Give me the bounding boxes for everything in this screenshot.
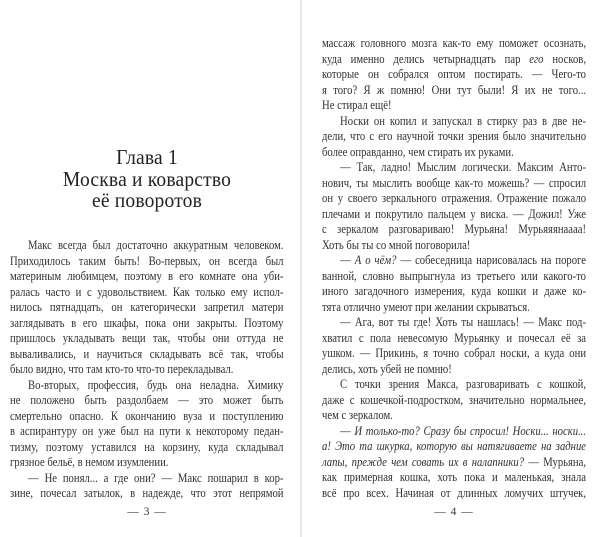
text-line: куда именно делись четырнадцать пар его носков, [322, 51, 587, 66]
text-line: зине, почесал затылок, в надежде, что этот непрямой [10, 486, 284, 500]
text-line: — А о чём? — собеседница нарисовалась на пороге [340, 253, 587, 267]
text-line: как примерная кошка, хоть пока и маленькая, знала [322, 470, 587, 484]
text-line: делись, хоть убей не помню! [322, 361, 452, 376]
text-line: более оправданно, чем стирать их руками. [322, 144, 514, 159]
page-left-text [10, 238, 283, 502]
text-line: — И только-то? Сразу бы спросил! Носки... носки... [340, 423, 587, 438]
text-line: Макс всегда был достаточно аккуратным человеком. [28, 238, 284, 252]
text-line: а! Это та шкурка, которую вы натягиваете на задние [322, 439, 587, 453]
chapter-title-line-1: Глава 1 [116, 145, 178, 169]
text-line: смертельно опасно. К окончанию вуза и поступлению [10, 408, 284, 423]
text-line: плечами и покрутило пальцем у виска. — Дожил! Уже [322, 206, 587, 221]
page-number-left: — 3 — [127, 506, 167, 518]
page-divider [300, 0, 302, 537]
page-left [10, 0, 284, 537]
text-line: с зеркалом разговариваю! Мурьяна! Мурьяяянаааа! [322, 222, 587, 236]
text-line: не положено быть раздолбаем — это может быть [10, 393, 284, 407]
text-line: Носки он копил и запускал в стирку раз в две не- [340, 113, 587, 128]
text-line: я того? Я ж помню! Они тут были! Я их не того... [322, 82, 587, 97]
text-line: Приходилось таким быть! Во-первых, он всегда был [10, 253, 284, 268]
text-line: пришлось укладывать вещи так, чтобы они оттуда не [10, 331, 284, 345]
text-line: Не стирал ещё! [322, 98, 392, 112]
text-line: — Не понял... а где они? — Макс пошарил в кор- [28, 470, 284, 485]
text-line: даже с кошечкой-подростком, значительно нормальнее, [322, 392, 587, 407]
page-right [322, 0, 586, 537]
text-line: заглядывать в его шкафы, пока они закрыты. Поэтому [10, 315, 284, 330]
text-line: которые он собрался оптом постирать. — Чего-то [322, 67, 587, 81]
text-line: грязное бельё, в немом изумлении. [10, 455, 169, 469]
text-line: ралась часто и с удовольствием. Как только ему испол- [10, 284, 284, 299]
text-line: ванной, словно выпрыгнула из третьего или какого-то [322, 268, 587, 283]
text-line: тята отлично умеют при желании скрываться. [322, 299, 530, 314]
chapter-title-line-3: её поворотов [91, 188, 203, 212]
text-line: вываливались, и научиться складывать всё так, чтобы [10, 346, 284, 361]
text-line: лапы, прежде чем совать их в налапники? — Мурьяна, [322, 454, 587, 469]
text-line: ушком. — Прикинь, я точно собрал носки, а куда они [322, 346, 587, 360]
text-line: нилось пятнадцать, он категорически запретил матери [10, 300, 284, 314]
text-line: иного загадочного измерения, куда кошки и даже ко- [322, 284, 587, 298]
text-line: было видно, что там кто-то что-то перекладывал. [10, 362, 234, 376]
text-line: массаж головного мозга как-то ему поможет осознать, [322, 36, 587, 50]
text-line: — Ага, вот ты где! Хоть ты нашлась! — Макс под- [340, 315, 587, 329]
page-number-right: — 4 — [434, 506, 474, 518]
text-line: нович, ты мыслить вообще как-то можешь? — спросил [322, 175, 587, 190]
page-right-text [322, 36, 586, 501]
text-line: он у своего зеркального отражения. Отражение пожало [322, 191, 587, 205]
text-line: Хоть бы ты со мной поговорила! [322, 237, 471, 252]
text-line: всё про всех. Начиная от длинных ломучих штучек, [322, 485, 587, 500]
text-line: материным любимцем, поэтому в его комнате она уби- [10, 269, 284, 283]
text-line: хватил с пола невесомую Мурьянку и почесал её за [322, 330, 587, 345]
text-line: тизму, поэтому уставился на корзину, куда складывал [10, 439, 284, 454]
text-line: чем с зеркалом. [322, 408, 393, 422]
chapter-title-line-2: Москва и коварство [62, 166, 232, 191]
text-line: в аспирантуру он уже был на пути к некоторому педан- [10, 424, 284, 438]
text-line: — Так, ладно! Мыслим логически. Максим Анто- [340, 160, 587, 174]
text-line: Во-вторых, профессия, будь она неладна. Химику [28, 377, 284, 392]
text-line: дели, что с его научной точки зрения было значительно [322, 129, 587, 143]
text-line: С точки зрения Макса, разговаривать с кошкой, [340, 377, 587, 391]
chapter-title [20, 147, 275, 212]
